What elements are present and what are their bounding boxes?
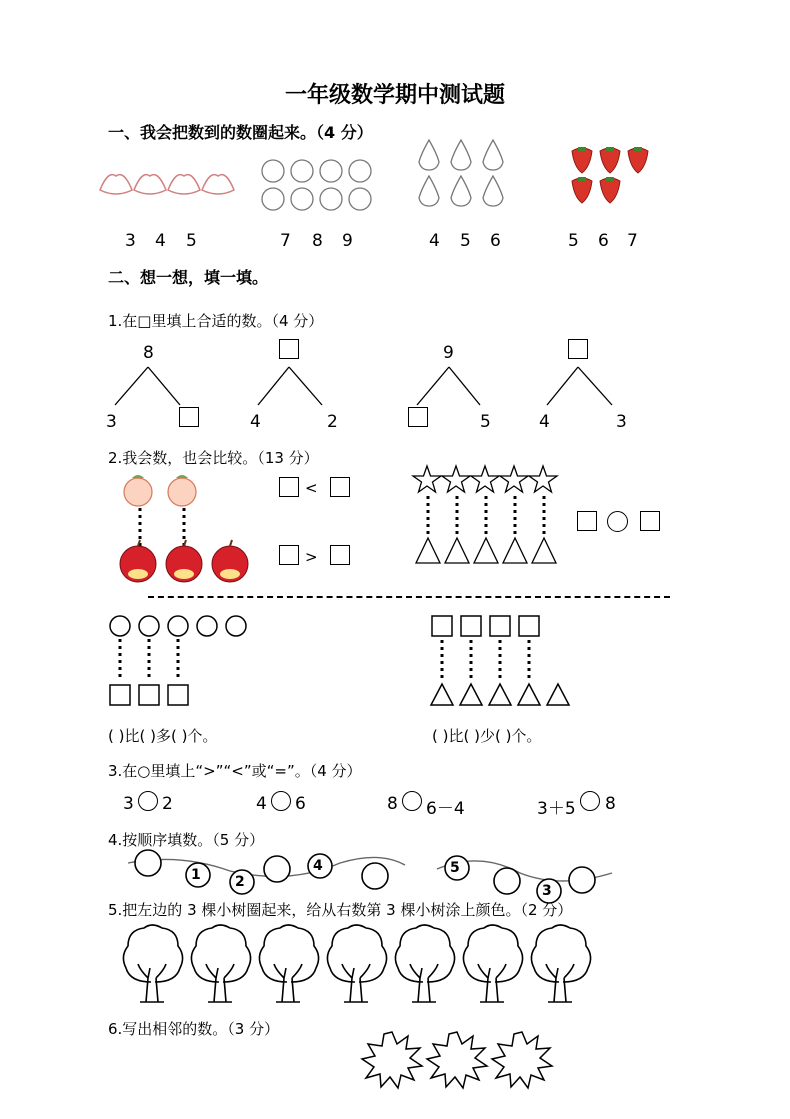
- q1-option[interactable]: 6: [598, 231, 609, 251]
- answer-box[interactable]: [279, 545, 299, 565]
- tree-icon: [120, 922, 610, 1006]
- compare-sentence-less: ( )比( )少( )个。: [432, 727, 542, 745]
- q2-1-label: 1.在□里填上合适的数。（4 分）: [108, 312, 324, 330]
- chain-number: 4: [313, 858, 323, 874]
- answer-box[interactable]: [330, 545, 350, 565]
- expr-right: 2: [162, 794, 173, 814]
- answer-box[interactable]: [577, 511, 597, 531]
- number-chain: [0, 845, 790, 905]
- tree-left-number: 3: [106, 412, 117, 432]
- chain-number: 2: [235, 874, 245, 890]
- tree-top-number: 9: [443, 343, 454, 363]
- q2-heading: 二、想一想，填一填。: [108, 268, 269, 287]
- circle-square-icon: [106, 612, 256, 710]
- chain-number: 3: [542, 883, 552, 899]
- page-title: 一年级数学期中测试题: [284, 83, 505, 108]
- tree-right-number: 3: [616, 412, 627, 432]
- answer-circle[interactable]: [580, 791, 600, 811]
- q1-option[interactable]: 9: [342, 231, 353, 251]
- q2-4-label: 4.按顺序填数。（5 分）: [108, 831, 265, 849]
- tree-left-number: 4: [250, 412, 261, 432]
- expr-right: 6: [295, 794, 306, 814]
- chain-number: 1: [191, 867, 201, 883]
- peach-apple-icon: [110, 470, 260, 588]
- q2-2-label: 2.我会数，也会比较。（13 分）: [108, 449, 319, 467]
- tree-right-number: 5: [480, 412, 491, 432]
- burst-icon: [360, 1030, 560, 1092]
- chain-number: 5: [450, 860, 460, 876]
- q2-5-label: 5.把左边的 3 棵小树圈起来，给从右数第 3 棵小树涂上颜色。（2 分）: [108, 901, 573, 919]
- q1-option[interactable]: 4: [429, 231, 440, 251]
- answer-box[interactable]: [640, 511, 660, 531]
- star-triangle-icon: [412, 464, 562, 568]
- answer-box[interactable]: [568, 339, 588, 359]
- tree-right-number: 2: [327, 412, 338, 432]
- compare-sentence-more: ( )比( )多( )个。: [108, 727, 218, 745]
- dashed-divider: [148, 596, 670, 598]
- expr-right: 8: [605, 794, 616, 814]
- q2-3-label: 3.在○里填上“>”“<”或“=”。（4 分）: [108, 762, 362, 780]
- expr-right: 6－4: [426, 799, 465, 819]
- answer-box[interactable]: [408, 407, 428, 427]
- answer-box[interactable]: [279, 339, 299, 359]
- expr-left: 8: [387, 794, 398, 814]
- q1-option[interactable]: 5: [568, 231, 579, 251]
- q1-option[interactable]: 5: [186, 231, 197, 251]
- answer-circle[interactable]: [607, 511, 628, 532]
- q1-option[interactable]: 6: [490, 231, 501, 251]
- q1-option[interactable]: 8: [312, 231, 323, 251]
- tree-left-number: 4: [539, 412, 550, 432]
- answer-circle[interactable]: [271, 791, 291, 811]
- greater-than-sign: >: [305, 548, 318, 566]
- q1-option[interactable]: 3: [125, 231, 136, 251]
- answer-box[interactable]: [279, 477, 299, 497]
- answer-circle[interactable]: [138, 791, 158, 811]
- answer-box[interactable]: [179, 407, 199, 427]
- q1-option[interactable]: 7: [280, 231, 291, 251]
- expr-left: 4: [256, 794, 267, 814]
- expr-left: 3: [123, 794, 134, 814]
- tree-top-number: 8: [143, 343, 154, 363]
- less-than-sign: <: [305, 479, 318, 497]
- q1-option[interactable]: 4: [155, 231, 166, 251]
- q2-6-label: 6.写出相邻的数。（3 分）: [108, 1020, 280, 1038]
- q1-heading: 一、我会把数到的数圈起来。（4 分）: [108, 123, 373, 142]
- answer-box[interactable]: [330, 477, 350, 497]
- number-tree-lines: [0, 0, 790, 440]
- q1-option[interactable]: 5: [460, 231, 471, 251]
- expr-left: 3＋5: [537, 799, 576, 819]
- square-triangle-icon: [428, 612, 578, 710]
- q1-option[interactable]: 7: [627, 231, 638, 251]
- answer-circle[interactable]: [402, 791, 422, 811]
